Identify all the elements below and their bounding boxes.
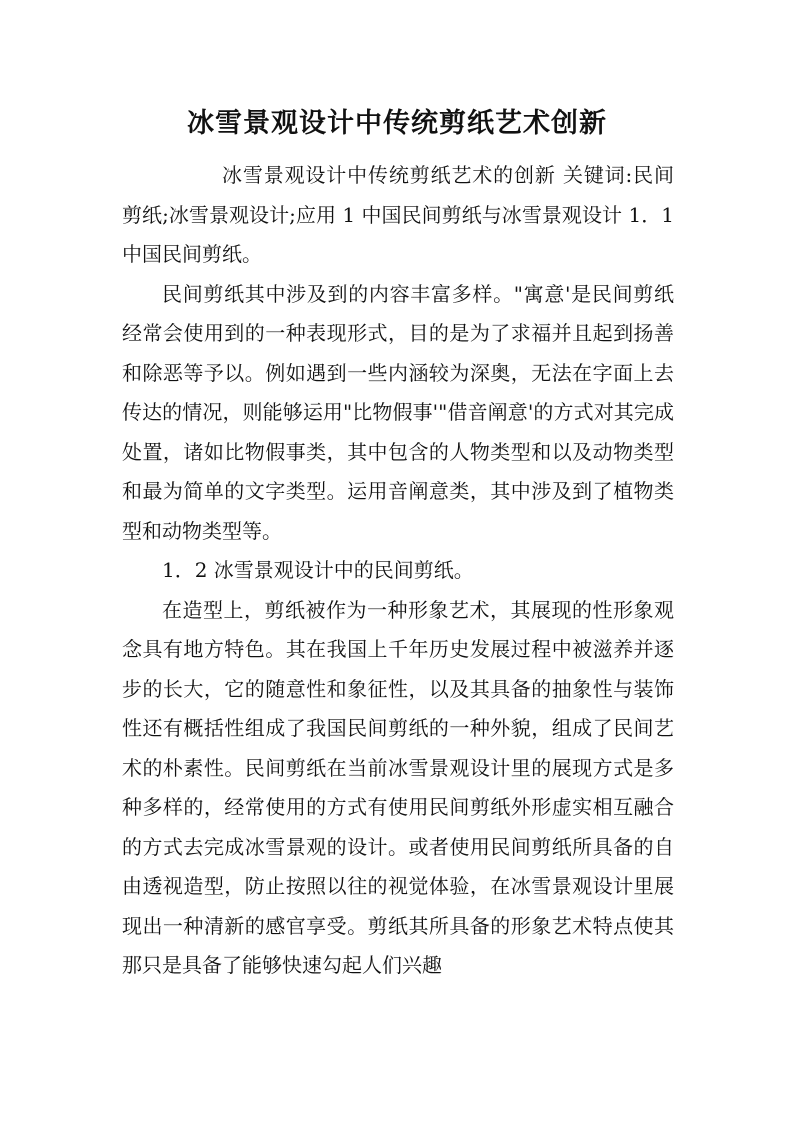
section-heading-1-2: 1．2 冰雪景观设计中的民间剪纸。 [162, 558, 474, 582]
paragraph-content-overview: 民间剪纸其中涉及到的内容丰富多样。"寓意'是民间剪纸经常会使用到的一种表现形式，目的是为了求福并且起到扬善和除恶等予以。例如遇到一些内涵较为深奥，无法在字面上去传达的情况，则能够运用"比物假事'"借音阐意'的方式对其完成处置，诸如比物假事类，其中包含的人物类型和以及动物类型和最为简单的文字类型。运用音阐意类，其中涉及到了植物类型和动物类型等。 [122, 281, 674, 543]
paragraph-modeling: 在造型上，剪纸被作为一种形象艺术，其展现的性形象观念具有地方特色。其在我国上千年历史发展过程中被滋养并逐步的长大，它的随意性和象征性，以及其具备的抽象性与装饰性还有概括性组成了我国民间剪纸的一种外貌，组成了民间艺术的朴素性。民间剪纸在当前冰雪景观设计里的展现方式是多种多样的，经常使用的方式有使用民间剪纸外形虚实相互融合的方式去完成冰雪景观的设计。或者使用民间剪纸所具备的自由透视造型，防止按照以往的视觉体验，在冰雪景观设计里展现出一种清新的感官享受。剪纸其所具备的形象艺术特点使其那只是具备了能够快速勾起人们兴趣 [122, 597, 674, 977]
paragraph-keywords: 冰雪景观设计中传统剪纸艺术的创新 关键词:民间剪纸;冰雪景观设计;应用 1 中国民间剪纸与冰雪景观设计 1．1 中国民间剪纸。 [122, 163, 674, 266]
document-title: 冰雪景观设计中传统剪纸艺术创新 [187, 108, 607, 139]
document-body [122, 156, 674, 986]
